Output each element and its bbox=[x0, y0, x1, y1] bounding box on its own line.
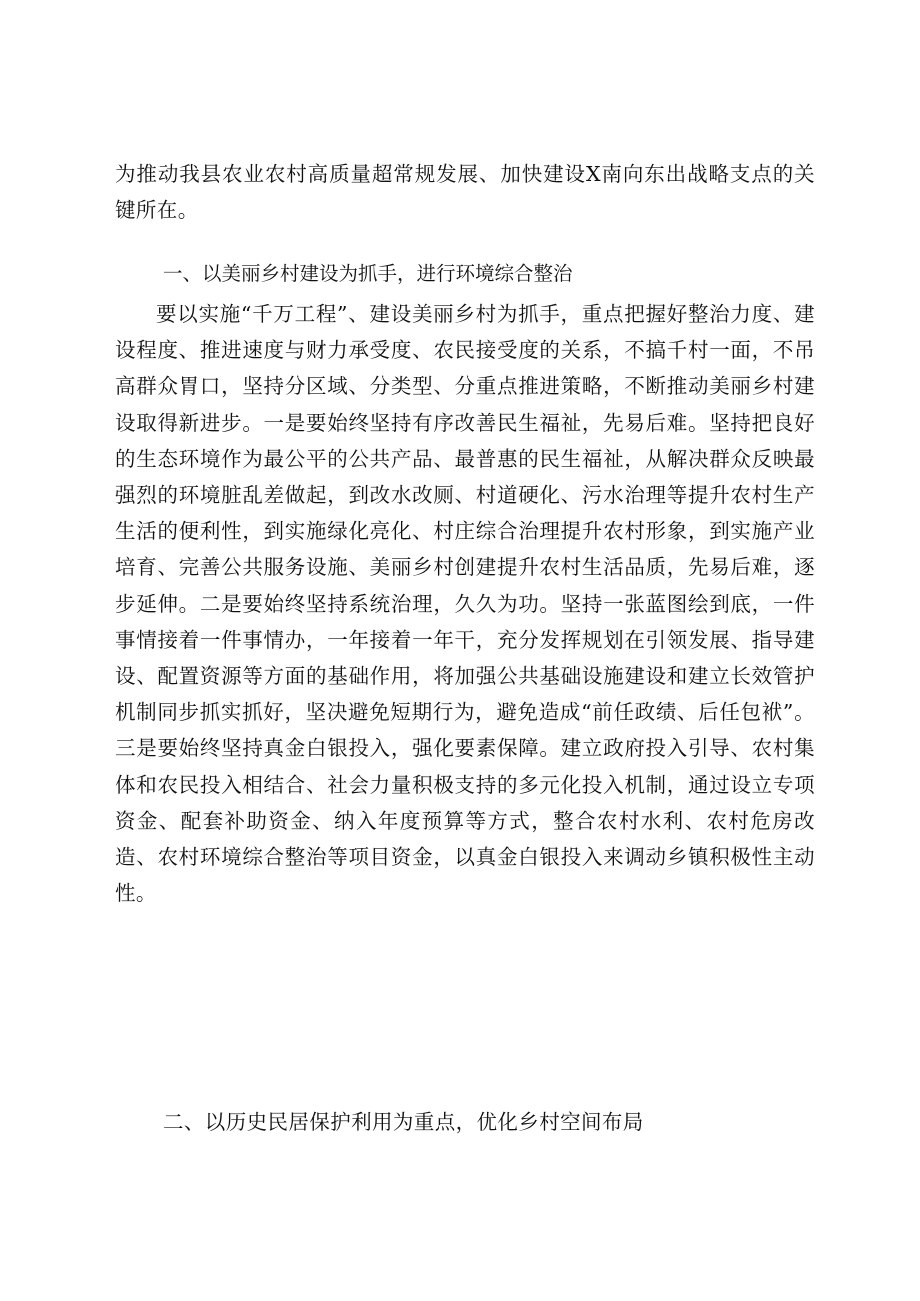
section-one-body: 要以实施“千万工程”、建设美丽乡村为抓手，重点把握好整治力度、建设程度、推进速度与财力承受度、农民接受度的关系，不搞千村一面，不吊高群众胃口，坚持分区域、分类型、分重点推进策略，不断推动美丽乡村建设取得新进步。一是要始终坚持有序改善民生福祉，先易后难。坚持把良好的生态环境作为最公平的公共产品、最普惠的民生福祉，从解决群众反映最强烈的环境脏乱差做起，到改水改厕、村道硬化、污水治理等提升农村生产生活的便利性，到实施绿化亮化、村庄综合治理提升农村形象，到实施产业培育、完善公共服务设施、美丽乡村创建提升农村生活品质，先易后难，逐步延伸。二是要始终坚持系统治理，久久为功。坚持一张蓝图绘到底，一件事情接着一件事情办，一年接着一年干，充分发挥规划在引领发展、指导建设、配置资源等方面的基础作用，将加强公共基础设施建设和建立长效管护机制同步抓实抓好，坚决避免短期行为，避免造成“前任政绩、后任包袱”。三是要始终坚持真金白银投入，强化要素保障。建立政府投入引导、农村集体和农民投入相结合、社会力量积极支持的多元化投入机制，通过设立专项资金、配套补助资金、纳入年度预算等方式，整合农村水利、农村危房改造、农村环境综合整治等项目资金，以真金白银投入来调动乡镇积极性主动性。 bbox=[115, 302, 815, 906]
section-two-heading: 二、以历史民居保护利用为重点，优化乡村空间布局 bbox=[163, 1110, 644, 1134]
intro-paragraph: 为推动我县农业农村高质量超常规发展、加快建设X南向东出战略支点的关键所在。 bbox=[115, 162, 815, 223]
section-one-heading: 一、以美丽乡村建设为抓手，进行环境综合整治 bbox=[163, 262, 573, 285]
